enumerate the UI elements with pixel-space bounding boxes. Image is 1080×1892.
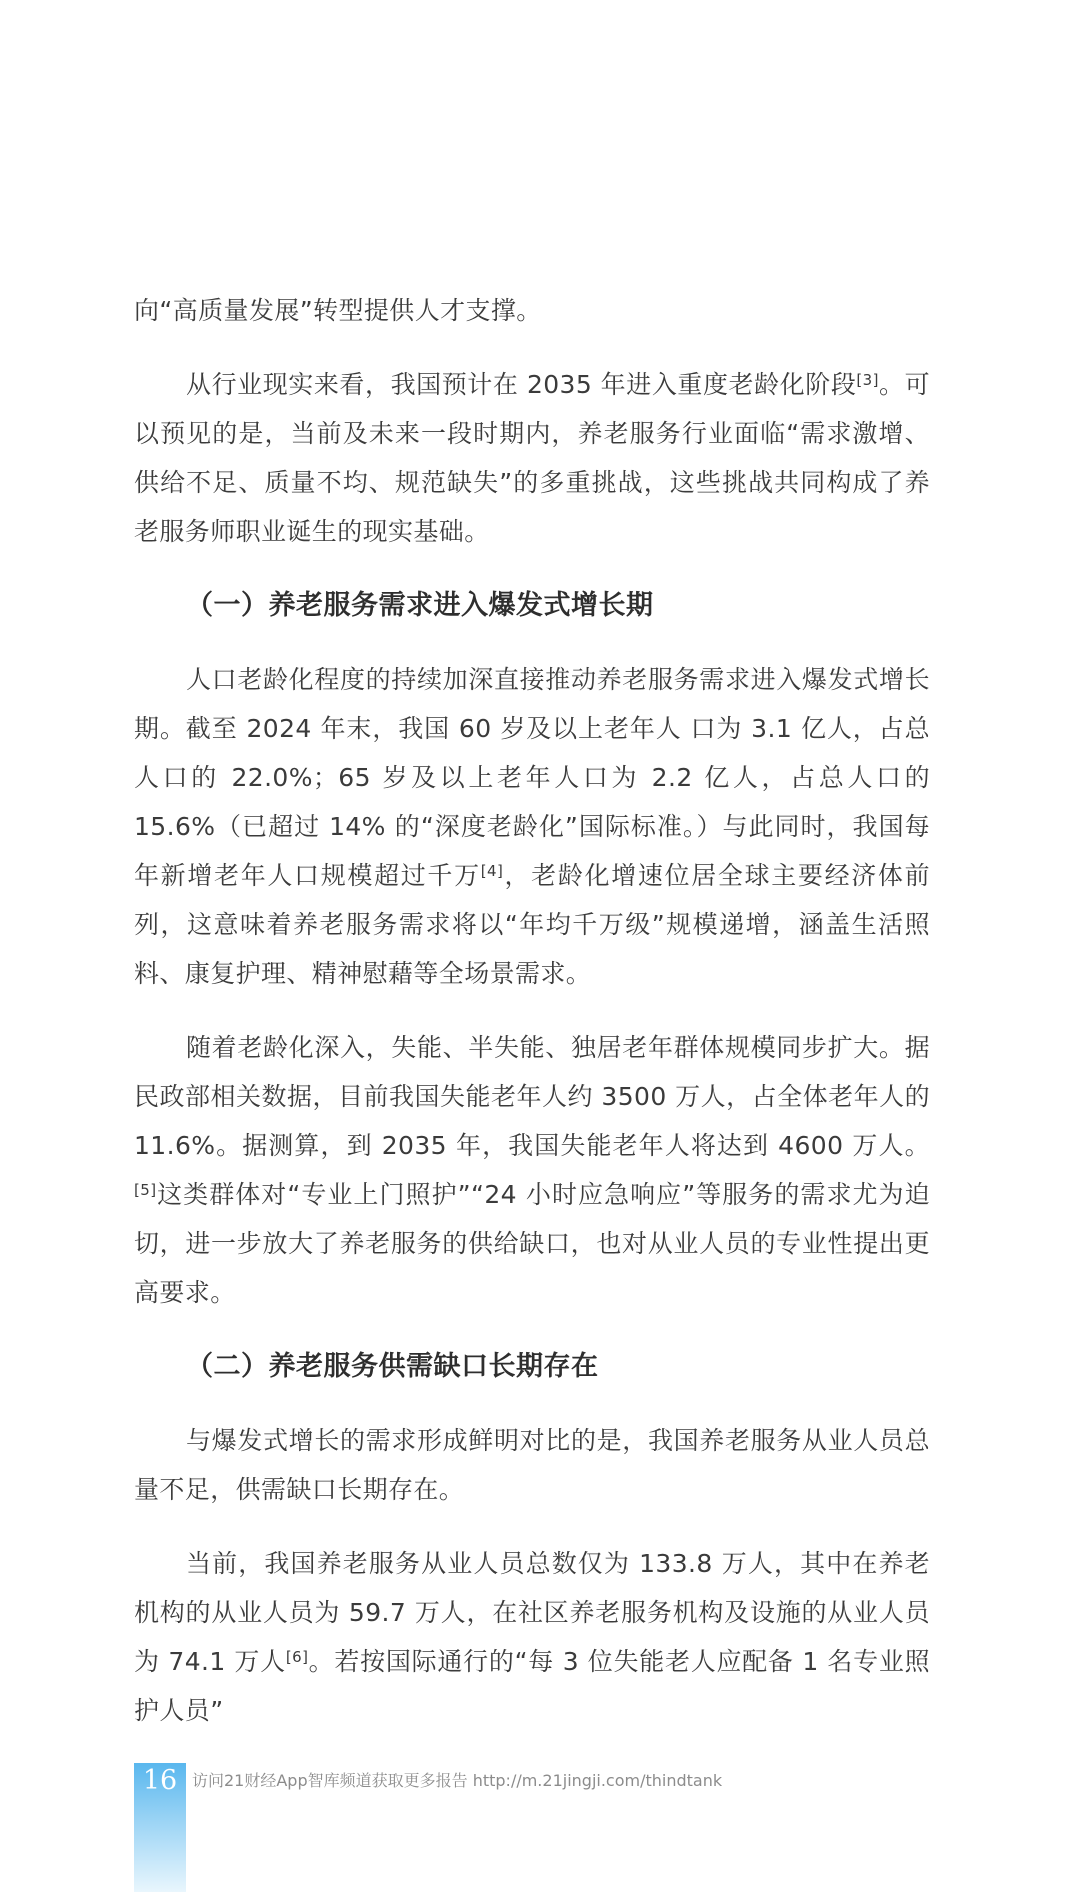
- footer-promo-text: 访问21财经App智库频道获取更多报告 http://m.21jingji.com/thindtank: [192, 1771, 723, 1790]
- paragraph-aging-demand: [134, 655, 930, 998]
- paragraph-supply-contrast: 与爆发式增长的需求形成鲜明对比的是，我国养老服务从业人员总量不足，供需缺口长期存在。: [134, 1426, 930, 1504]
- paragraph-text: 当前，我国养老服务从业人员总数仅为 133.8 万人，其中在养老机构的从业人员为 59.7 万人，在社区养老服务机构及设施的从业人员为 74.1 万人: [134, 1549, 930, 1676]
- citation-ref: [5]: [134, 1180, 157, 1199]
- paragraph-text: 人口老龄化程度的持续加深直接推动养老服务需求进入爆发式增长期。截至 2024 年末，我国 60 岁及以上老年人 口为 3.1 亿人，占总人口的 22.0%；65 岁及以上老年人口为 2.2 亿人，占总人口的 15.6%（已超过 14% 的“深度老龄化”国际标准。）与此同时，我国每年新增老年人口规模超过千万: [134, 665, 930, 890]
- citation-ref: [3]: [856, 370, 879, 389]
- citation-ref: [6]: [285, 1647, 309, 1666]
- section-heading-demand: （一）养老服务需求进入爆发式增长期: [186, 590, 654, 621]
- page-number: 16: [142, 1765, 178, 1796]
- paragraph-text: 。若按国际通行的“每 3 位失能老人应配备 1 名专业照护人员”: [134, 1647, 930, 1725]
- paragraph-text: 从行业现实来看，我国预计在 2035 年进入重度老龄化阶段: [186, 370, 857, 399]
- page-number-tab: [134, 1763, 186, 1892]
- citation-ref: [4]: [480, 861, 504, 880]
- paragraph-text: ，老龄化增速位居全球主要经济体前列，这意味着养老服务需求将以“年均千万级”规模递增，涵盖生活照料、康复护理、精神慰藉等全场景需求。: [134, 861, 930, 988]
- paragraph-workforce-figures: [134, 1539, 930, 1735]
- document-body: [134, 286, 930, 1735]
- paragraph-text: 这类群体对“专业上门照护”“24 小时应急响应”等服务的需求尤为迫切，进一步放大了养老服务的供给缺口，也对从业人员的专业性提出更高要求。: [134, 1180, 930, 1307]
- section-heading-supply-gap: （二）养老服务供需缺口长期存在: [186, 1351, 599, 1382]
- paragraph-text: 随着老龄化深入，失能、半失能、独居老年群体规模同步扩大。据民政部相关数据，目前我国失能老年人约 3500 万人，占全体老年人的 11.6%。据测算，到 2035 年，我国失能老年人将达到 4600 万人。: [134, 1033, 930, 1160]
- paragraph-industry-reality: [134, 360, 930, 556]
- paragraph-text: 。可以预见的是，当前及未来一段时期内，养老服务行业面临“需求激增、供给不足、质量不均、规范缺失”的多重挑战，这些挑战共同构成了养老服务师职业诞生的现实基础。: [134, 370, 930, 546]
- paragraph-continuation: 向“高质量发展”转型提供人才支撑。: [134, 296, 542, 325]
- paragraph-disabled-elderly: [134, 1023, 930, 1317]
